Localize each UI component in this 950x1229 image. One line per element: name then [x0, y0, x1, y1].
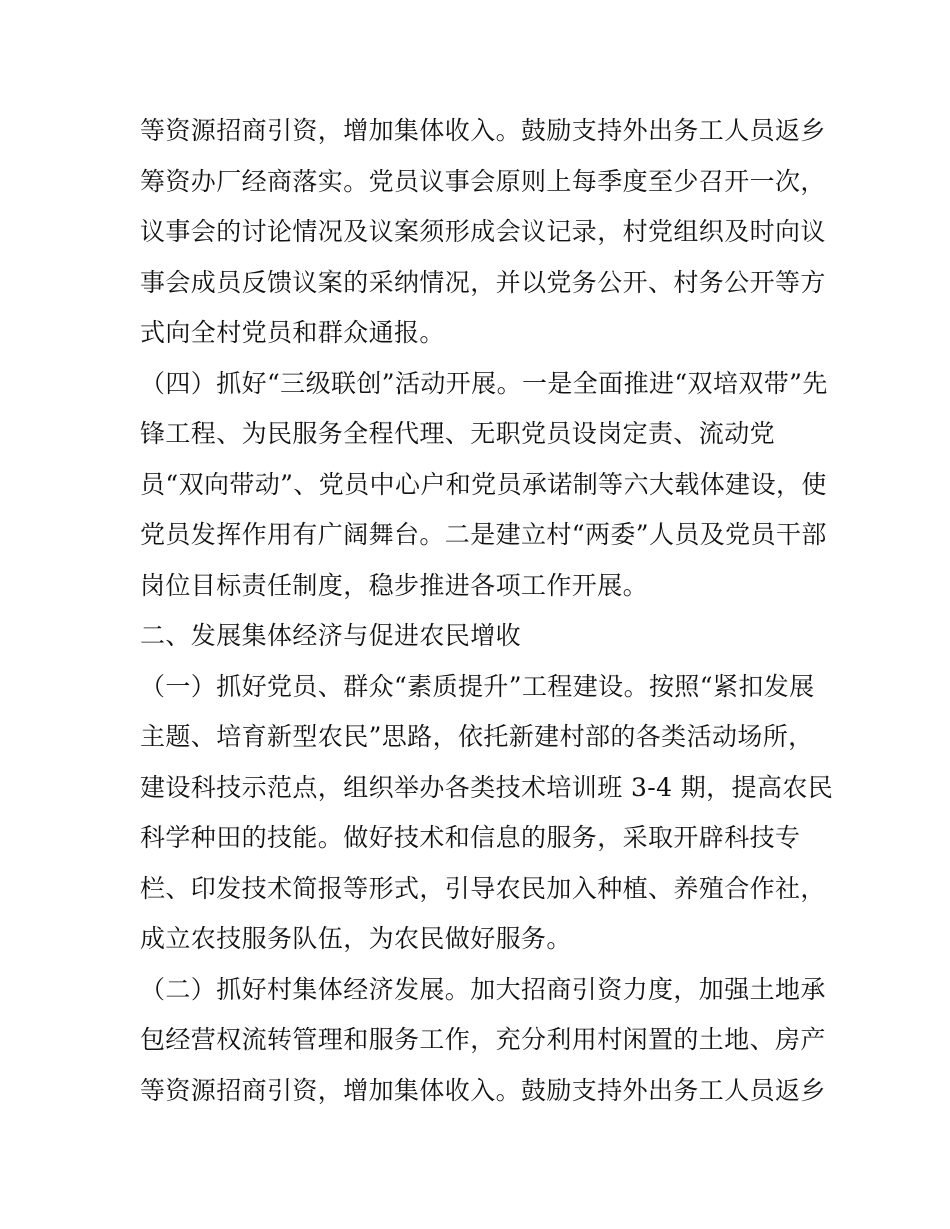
text-line: 成立农技服务队伍，为农民做好服务。 — [140, 924, 572, 953]
text-line: 建设科技示范点，组织举办各类技术培训班 3-4 期，提高农民 — [140, 772, 834, 802]
body-text — [140, 106, 834, 1116]
text-line: 主题、培育新型农民”思路，依托新建村部的各类活动场所， — [140, 722, 814, 751]
text-line: 式向全村党员和群众通报。 — [140, 318, 445, 347]
text-line: 等资源招商引资，增加集体收入。鼓励支持外出务工人员返乡 — [140, 1075, 826, 1105]
text-line: 等资源招商引资，增加集体收入。鼓励支持外出务工人员返乡 — [140, 116, 826, 145]
text-line: 岗位目标责任制度，稳步推进各项工作开展。 — [140, 570, 649, 600]
text-line: （一）抓好党员、群众“素质提升”工程建设。按照“紧扣发展 — [140, 671, 815, 701]
text-line: 包经营权流转管理和服务工作，充分利用村闲置的土地、房产 — [140, 1025, 826, 1054]
text-line: （二）抓好村集体经济发展。加大招商引资力度，加强土地承 — [140, 974, 826, 1004]
text-line: 员“双向带动”、党员中心户和党员承诺制等六大载体建设，使 — [140, 469, 827, 499]
text-line: 锋工程、为民服务全程代理、无职党员设岗定责、流动党 — [140, 419, 776, 448]
text-line: 栏、印发技术简报等形式，引导农民加入种植、养殖合作社， — [140, 873, 826, 903]
section-heading: 二、发展集体经济与促进农民增收 — [140, 621, 522, 650]
text-line: （四）抓好“三级联创”活动开展。一是全面推进“双培双带”先 — [140, 368, 828, 398]
text-line: 筹资办厂经商落实。党员议事会原则上每季度至少召开一次， — [140, 166, 826, 196]
text-line: 议事会的讨论情况及议案须形成会议记录，村党组织及时向议 — [140, 217, 826, 246]
text-line: 党员发挥作用有广阔舞台。二是建立村“两委”人员及党员干部 — [140, 520, 827, 549]
text-line: 事会成员反馈议案的采纳情况，并以党务公开、村务公开等方 — [140, 267, 826, 297]
text-line: 科学种田的技能。做好技术和信息的服务，采取开辟科技专 — [140, 823, 801, 852]
